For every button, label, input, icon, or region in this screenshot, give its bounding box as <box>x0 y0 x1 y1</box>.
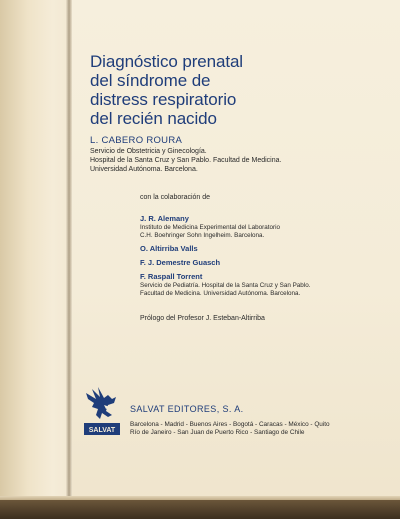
prologue-credit: Prólogo del Profesor J. Esteban-Altirriba <box>140 315 265 322</box>
collaborator-entry <box>140 272 390 297</box>
title-line: del recién nacido <box>90 109 217 128</box>
author-affiliation <box>90 147 390 174</box>
collaborator-name: F. J. Demestre Guasch <box>140 258 221 267</box>
left-page-margin <box>0 0 70 519</box>
collaborator-entry <box>140 258 390 268</box>
cities-line: Río de Janeiro - San Juan de Puerto Rico - Santiago de Chile <box>130 429 305 436</box>
logo-text: SALVAT <box>88 427 116 434</box>
collaborator-entry <box>140 244 390 254</box>
collaborator-detail: Servicio de Pediatría. Hospital de la Santa Cruz y San Pablo. <box>140 282 311 289</box>
publisher-cities <box>130 421 390 437</box>
collaborator-detail: C.H. Boehringer Sohn Ingelheim. Barcelona. <box>140 231 265 239</box>
collaborator-detail: Instituto de Medicina Experimental del Laboratorio <box>140 224 281 231</box>
title-line: distress respiratorio <box>90 90 237 109</box>
affiliation-line: Hospital de la Santa Cruz y San Pablo. Facultad de Medicina. <box>90 157 282 164</box>
cities-line: Barcelona - Madrid - Buenos Aires - Bogotá - Caracas - México - Quito <box>130 421 330 428</box>
table-surface <box>0 500 400 519</box>
title-line: del síndrome de <box>90 71 211 90</box>
publisher-name: SALVAT EDITORES, S. A. <box>130 404 244 414</box>
collaborator-name: J. R. Alemany <box>140 214 189 223</box>
affiliation-line: Servicio de Obstetricia y Ginecología. <box>90 148 207 155</box>
collaboration-intro: con la colaboración de <box>140 194 211 201</box>
collaborator-detail: Facultad de Medicina. Universidad Autónoma. Barcelona. <box>140 289 301 297</box>
pegasus-icon <box>82 385 122 443</box>
title-line: Diagnóstico prenatal <box>90 52 243 71</box>
author-name: L. CABERO ROURA <box>90 135 183 146</box>
affiliation-line: Universidad Autónoma. Barcelona. <box>90 166 198 173</box>
book-title <box>90 52 390 128</box>
collaborator-name: F. Raspall Torrent <box>140 272 203 281</box>
collaborator-name: O. Altirriba Valls <box>140 244 198 253</box>
collaborator-entry <box>140 214 390 239</box>
